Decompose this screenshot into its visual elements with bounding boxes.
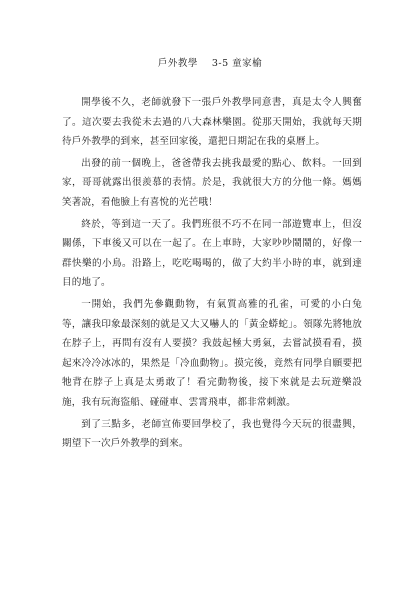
document-title: 戶外教學 xyxy=(157,58,198,69)
paragraph-3: 終於，等到這一天了。我們班很不巧不在同一部遊覽車上，但沒關係，下車後又可以在一起了。在上車時，大家吵吵鬧鬧的，好像一群快樂的小鳥。沿路上，吃吃喝喝的，做了大約半小時的車，就到達目的地了。 xyxy=(62,218,362,289)
paragraph-2: 出發的前一個晚上，爸爸帶我去挑我最愛的點心、飲料。一回到家，哥哥就露出很羨慕的表情。於是，我就很大方的分他一條。媽媽笑著說，看他臉上有喜悅的光芒哦！ xyxy=(62,157,362,208)
paragraph-1: 開學後不久，老師就發下一張戶外教學同意書，真是太令人興奮了。這次要去我從未去過的八大森林樂園。從那天開始，我就每天期待戶外教學的到來，甚至回家後，還把日期記在我的桌曆上。 xyxy=(62,97,362,148)
document-title-line xyxy=(0,55,420,69)
paragraph-4: 一開始，我們先參觀動物，有氣質高雅的孔雀，可愛的小白兔等，讓我印象最深刻的就是又大又嚇人的「黃金蟒蛇」。領隊先將牠放在脖子上，再問有沒有人要摸？我鼓起極大勇氣，去嘗試摸看看，摸起來冷冷冰冰的，果然是「冷血動物」。摸完後，竟然有同學自願要把牠背在脖子上真是太勇敢了！看完動物後，接下來就是去玩遊樂設施，我有玩海盜船、碰碰車、雲霄飛車，都非常刺激。 xyxy=(62,298,362,408)
document-byline: 3-5 童家榆 xyxy=(211,58,263,69)
paragraph-5: 到了三點多，老師宣佈要回學校了，我也覺得今天玩的很盡興，期望下一次戶外教學的到來。 xyxy=(62,418,362,450)
document-body xyxy=(62,93,362,456)
